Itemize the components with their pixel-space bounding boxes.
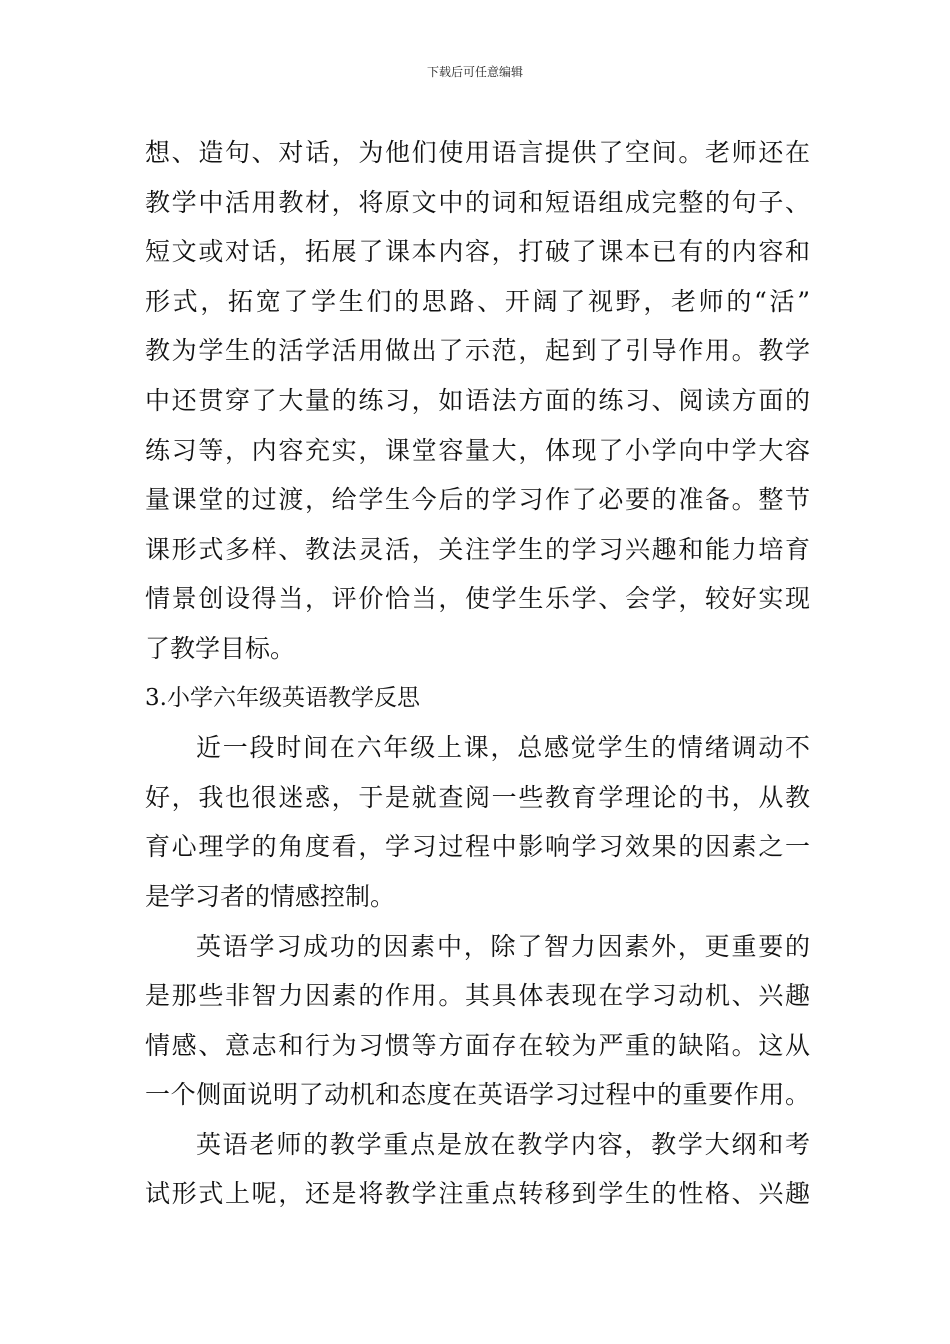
text-line: 教学中活用教材，将原文中的词和短语组成完整的句子、: [145, 187, 810, 217]
text-line: 形式，拓宽了学生们的思路、开阔了视野，老师的“活”: [145, 286, 810, 316]
text-line: 试形式上呢，还是将教学注重点转移到学生的性格、兴趣: [145, 1179, 810, 1209]
text-line: 练习等，内容充实，课堂容量大，体现了小学向中学大容: [145, 435, 810, 465]
section-heading: 3.小学六年级英语教学反思: [145, 684, 420, 711]
text-line: 教为学生的活学活用做出了示范，起到了引导作用。教学: [145, 336, 810, 366]
text-line: 课形式多样、教法灵活，关注学生的学习兴趣和能力培育: [145, 534, 810, 564]
text-line: 情景创设得当，评价恰当，使学生乐学、会学，较好实现: [145, 584, 810, 614]
document-body: [145, 128, 810, 1219]
text-line: 育心理学的角度看，学习过程中影响学习效果的因素之一: [145, 832, 810, 862]
text-line: 英语学习成功的因素中，除了智力因素外，更重要的: [196, 931, 810, 961]
text-line: 英语老师的教学重点是放在教学内容，教学大纲和考: [196, 1129, 810, 1159]
text-line: 是学习者的情感控制。: [145, 881, 396, 911]
text-line: 情感、意志和行为习惯等方面存在较为严重的缺陷。这从: [145, 1030, 810, 1060]
text-line: 近一段时间在六年级上课，总感觉学生的情绪调动不: [196, 733, 810, 763]
text-line: 是那些非智力因素的作用。其具体表现在学习动机、兴趣: [145, 981, 810, 1011]
text-line: 一个侧面说明了动机和态度在英语学习过程中的重要作用。: [145, 1080, 810, 1110]
text-line: 量课堂的过渡，给学生今后的学习作了必要的准备。整节: [145, 485, 810, 515]
text-line: 中还贯穿了大量的练习，如语法方面的练习、阅读方面的: [145, 385, 810, 415]
page-header-note: 下载后可任意编辑: [426, 65, 523, 79]
text-line: 想、造句、对话，为他们使用语言提供了空间。老师还在: [145, 138, 810, 167]
text-line: 短文或对话，拓展了课本内容，打破了课本已有的内容和: [145, 237, 810, 267]
text-line: 了教学目标。: [145, 633, 296, 663]
text-line: 好，我也很迷惑，于是就查阅一些教育学理论的书，从教: [145, 782, 810, 812]
